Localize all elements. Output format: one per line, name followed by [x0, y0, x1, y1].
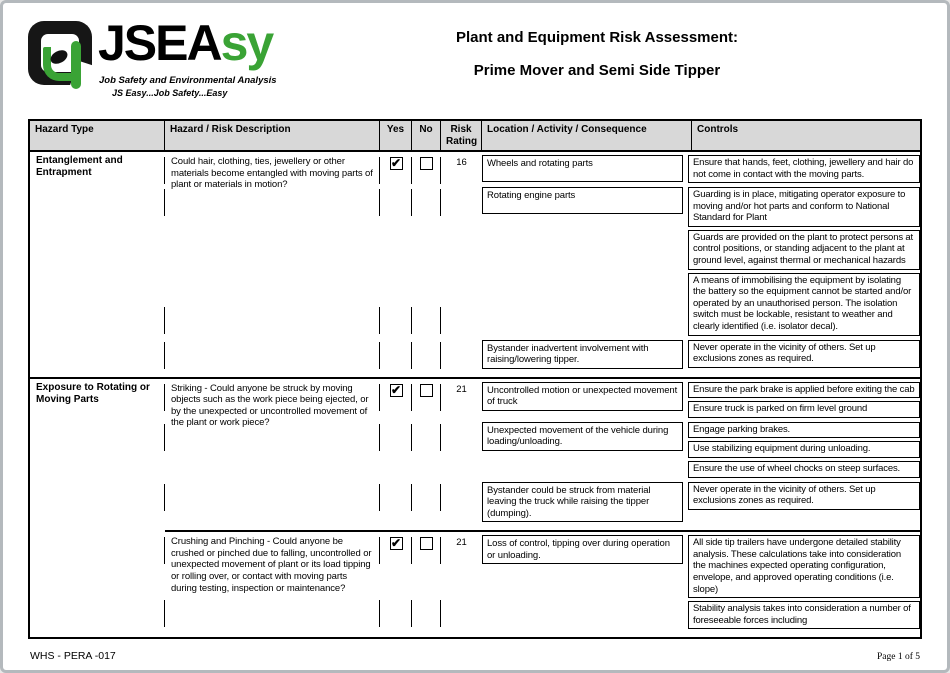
control-cell: All side tip trailers have undergone detailed stability analysis. These calculations take into consideration the machines expected operating configuration, envelope, and approved operating conditions (i.e. slope): [688, 535, 920, 598]
cell-border-tick: [440, 424, 441, 451]
page-footer: [28, 644, 922, 670]
location-groups: [482, 381, 920, 527]
cell-border-tick: [164, 307, 165, 334]
hazard-item-row: [165, 152, 920, 377]
jseasy-logo-icon: [28, 21, 98, 93]
location-cell: Bystander could be struck from material leaving the truck while raising the tipper (dumping).: [482, 482, 683, 523]
cell-border-tick: [440, 342, 441, 369]
no-checkbox[interactable]: [420, 537, 433, 550]
location-row: [482, 535, 920, 629]
cell-border-tick: [379, 484, 380, 511]
document-title: [328, 19, 922, 107]
location-cell: Bystander inadvertent involvement with raising/lowering tipper.: [482, 340, 683, 369]
cell-border-tick: [411, 342, 412, 369]
brand-wordmark: [98, 11, 272, 76]
jseasy-logo: [28, 15, 328, 107]
controls-column: [688, 340, 920, 369]
location-groups: [482, 534, 920, 633]
hazard-group-row: [30, 152, 920, 377]
cell-border-tick: [379, 157, 380, 184]
hazard-item-row: [165, 379, 920, 531]
control-cell: Engage parking brakes.: [688, 422, 920, 439]
controls-column: [688, 382, 920, 418]
hazard-type-cell: Entanglement and Entrapment: [36, 155, 123, 178]
risk-rating-cell: 21: [456, 537, 467, 549]
yes-checkbox[interactable]: [390, 384, 403, 397]
page-header: [28, 15, 922, 107]
cell-border-tick: [379, 537, 380, 564]
brand-black: JSEA: [98, 15, 221, 71]
location-row: [482, 187, 920, 335]
cell-border-tick: [379, 307, 380, 334]
location-cell: Rotating engine parts: [482, 187, 683, 214]
no-cell: [412, 534, 441, 633]
hazard-items: [165, 379, 920, 638]
yes-checkbox[interactable]: [390, 157, 403, 170]
cell-border-tick: [164, 157, 165, 184]
control-cell: Use stabilizing equipment during unloading.: [688, 441, 920, 458]
location-row: [482, 482, 920, 523]
cell-border-tick: [411, 484, 412, 511]
location-row: [482, 340, 920, 369]
control-cell: Ensure the use of wheel chocks on steep surfaces.: [688, 461, 920, 478]
controls-column: [688, 422, 920, 478]
cell-border-tick: [379, 384, 380, 411]
cell-border-tick: [440, 384, 441, 411]
cell-border-tick: [164, 384, 165, 411]
risk-assessment-table: [28, 119, 922, 639]
location-cell: Wheels and rotating parts: [482, 155, 683, 182]
cell-border-tick: [164, 342, 165, 369]
hazard-description-cell: Striking - Could anyone be struck by moving objects such as the work piece being ejected, or by the unexpected or uncontrolled movement of the plant or work piece?: [171, 382, 369, 429]
cell-border-tick: [411, 424, 412, 451]
header-controls: Controls: [697, 124, 739, 135]
risk-rating-cell: 16: [456, 157, 467, 168]
cell-border-tick: [164, 484, 165, 511]
no-checkbox[interactable]: [420, 157, 433, 170]
hazard-type-cell: Exposure to Rotating or Moving Parts: [36, 381, 150, 405]
risk-table-body: [30, 152, 920, 637]
location-row: [482, 382, 920, 418]
cell-border-tick: [411, 157, 412, 184]
controls-column: [688, 535, 920, 629]
cell-border-tick: [164, 424, 165, 451]
hazard-item-row: [165, 530, 920, 637]
no-checkbox[interactable]: [420, 384, 433, 397]
control-cell: Guards are provided on the plant to protect persons at control positions, or standing adjacent to the plant at ground level, against thermal or mechanical hazards: [688, 230, 920, 270]
yes-cell: [380, 381, 412, 527]
header-hazard-type: Hazard Type: [30, 121, 165, 150]
brand-green: sy: [220, 15, 273, 71]
brand-tagline-2: JS Easy...Job Safety...Easy: [112, 88, 228, 98]
control-cell: Never operate in the vicinity of others. Set up exclusions zones as required.: [688, 340, 920, 368]
location-groups: [482, 154, 920, 373]
header-no: No: [412, 121, 441, 150]
control-cell: Ensure the park brake is applied before exiting the cab: [688, 382, 920, 399]
cell-border-tick: [411, 384, 412, 411]
brand-tagline-1: Job Safety and Environmental Analysis: [99, 75, 277, 86]
hazard-description-cell: Crushing and Pinching - Could anyone be crushed or pinched due to falling, uncontrolled or unexpected movement of plant or its load tipping or rolling over, or contact with moving parts during testing, inspection or maintenance?: [171, 536, 372, 594]
cell-border-tick: [379, 342, 380, 369]
controls-column: [688, 482, 920, 523]
cell-border-tick: [164, 537, 165, 564]
cell-border-tick: [411, 307, 412, 334]
control-cell: A means of immobilising the equipment by isolating the battery so the equipment cannot be started and/or operated by an unauthorised person. The isolation switch must be lockable, resistant to weather and clearly identified (i.e. isolator decal).: [688, 273, 920, 336]
title-line-1: Plant and Equipment Risk Assessment:: [455, 29, 738, 46]
hazard-description-cell: Could hair, clothing, ties, jewellery or other materials become entangled with moving parts of plant or materials in motion?: [171, 156, 373, 191]
control-cell: Ensure truck is parked on firm level ground: [688, 401, 920, 418]
title-line-2: Prime Mover and Semi Side Tipper: [473, 62, 721, 79]
controls-column: [688, 187, 920, 335]
yes-checkbox[interactable]: [390, 537, 403, 550]
table-header-row: [30, 121, 920, 152]
page-number: Page 1 of 5: [876, 652, 920, 662]
location-cell: Unexpected movement of the vehicle during loading/unloading.: [482, 422, 683, 451]
cell-border-tick: [164, 189, 165, 216]
cell-border-tick: [411, 600, 412, 627]
document-reference: WHS - PERA -017: [30, 650, 116, 662]
no-cell: [412, 154, 441, 373]
cell-border-tick: [440, 600, 441, 627]
risk-rating-cell: 21: [456, 383, 467, 395]
location-cell: Uncontrolled motion or unexpected movement of truck: [482, 382, 683, 411]
header-location: Location / Activity / Consequence: [482, 121, 692, 150]
cell-border-tick: [379, 424, 380, 451]
controls-column: [688, 155, 920, 183]
header-risk-rating: Risk Rating: [441, 121, 482, 150]
cell-border-tick: [440, 189, 441, 216]
control-cell: Never operate in the vicinity of others. Set up exclusions zones as required.: [688, 482, 920, 510]
control-cell: Ensure that hands, feet, clothing, jewellery and hair do not come in contact with the moving parts.: [688, 155, 920, 183]
yes-cell: [380, 534, 412, 633]
cell-border-tick: [164, 600, 165, 627]
location-cell: Loss of control, tipping over during operation or unloading.: [482, 535, 683, 564]
hazard-group-row: [30, 377, 920, 638]
header-yes: Yes: [380, 121, 412, 150]
cell-border-tick: [379, 600, 380, 627]
control-cell: Stability analysis takes into consideration a number of foreseeable forces including: [688, 601, 920, 629]
cell-border-tick: [411, 189, 412, 216]
yes-cell: [380, 154, 412, 373]
cell-border-tick: [379, 189, 380, 216]
logo-green-bar: [71, 41, 81, 89]
header-description: Hazard / Risk Description: [165, 121, 380, 150]
cell-border-tick: [440, 537, 441, 564]
cell-border-tick: [440, 484, 441, 511]
cell-border-tick: [411, 537, 412, 564]
hazard-items: [165, 152, 920, 377]
cell-border-tick: [440, 157, 441, 184]
control-cell: Guarding is in place, mitigating operator exposure to moving and/or hot parts and conform to National Standard for Plant: [688, 187, 920, 227]
no-cell: [412, 381, 441, 527]
cell-border-tick: [440, 307, 441, 334]
location-row: [482, 155, 920, 183]
location-row: [482, 422, 920, 478]
